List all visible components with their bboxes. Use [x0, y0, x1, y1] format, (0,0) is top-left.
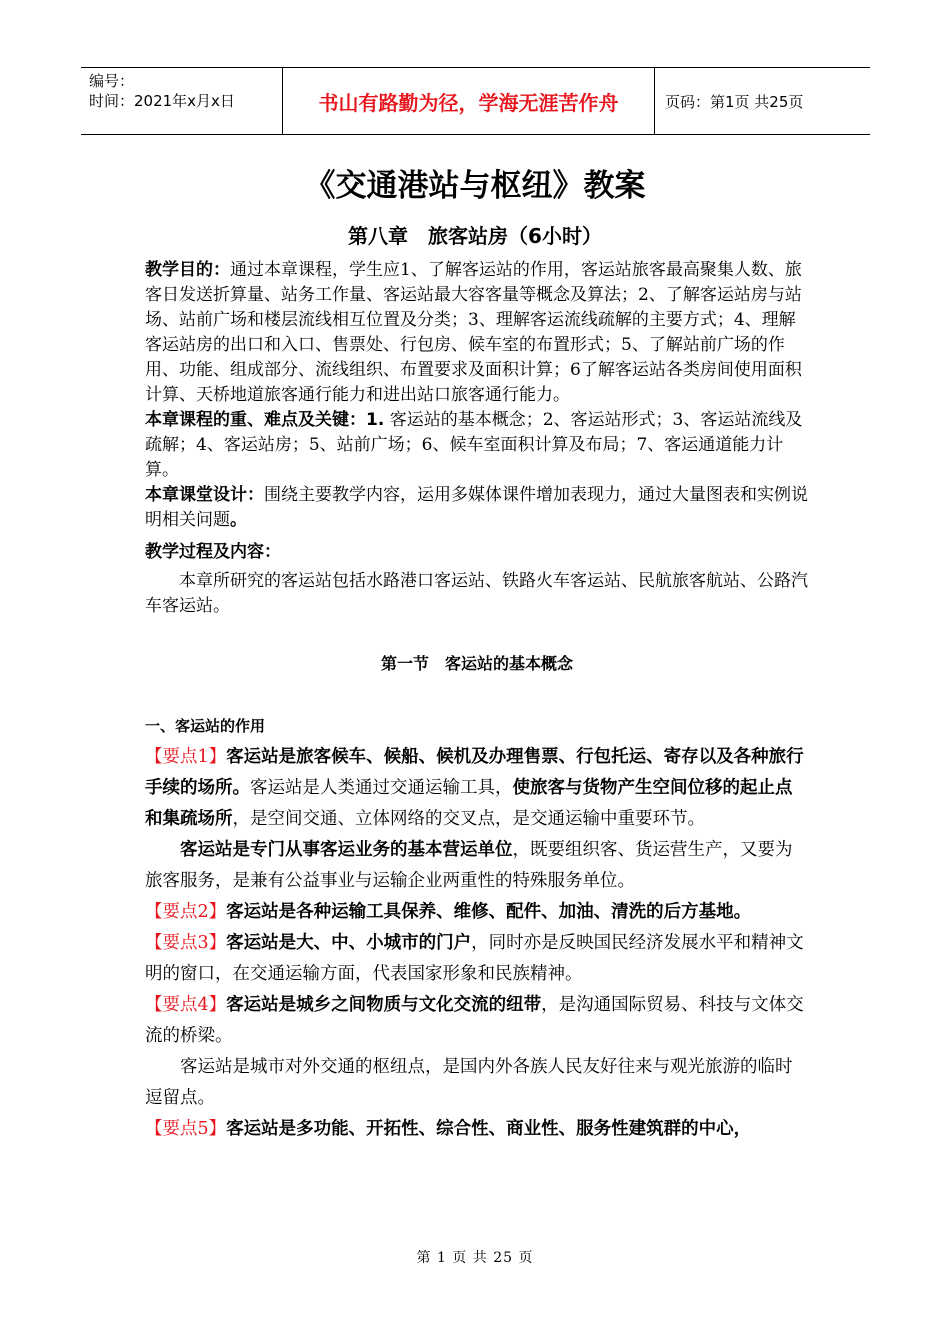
point-1-tag: 【要点1】 [145, 747, 227, 767]
process-label: 教学过程及内容： [145, 542, 281, 562]
document-title: 《交通港站与枢纽》教案 [304, 168, 646, 204]
point-2 [145, 897, 809, 928]
page-footer: 第 1 页 共 25 页 [416, 1250, 534, 1266]
purpose-text: 通过本章课程，学生应1、了解客运站的作用，客运站旅客最高聚集人数、旅客日发送折算量、站务工作量、客运站最大容客量等概念及算法；2、了解客运站房与站场、站前广场和楼层流线相互位置及分类；3、理解客运流线疏解的主要方式；4、理解客运站房的出口和入口、售票处、行包房、候车室的布置形式；5、了解站前广场的作用、功能、组成部分、流线组织、布置要求及面积计算；6了解客运站各类房间使用面积计算、天桥地道旅客通行能力和进出站口旅客通行能力。 [145, 260, 802, 405]
point-3-bold: 客运站是大、中、小城市的门户 [226, 933, 472, 953]
keypoints-num: 1. [366, 410, 385, 430]
paragraph-service-unit [145, 835, 809, 897]
point-3-tag: 【要点3】 [145, 933, 227, 953]
intro-paragraph: 本章所研究的客运站包括水路港口客运站、铁路火车客运站、民航旅客航站、公路汽车客运站。 [145, 571, 808, 616]
point-4-tag: 【要点4】 [145, 995, 227, 1015]
class-design [145, 483, 809, 533]
teaching-purpose [145, 258, 809, 408]
point-1-text2: ，是空间交通、立体网络的交叉点，是交通运输中重要环节。 [232, 809, 705, 829]
paragraph-hub: 客运站是城市对外交通的枢纽点，是国内外各族人民友好往来与观光旅游的临时逗留点。 [145, 1057, 793, 1108]
point-3-text: ，同时亦是反映国民经济发展水平和精神文明的窗口，在交通运输方面，代表国家形象和民族精神。 [145, 933, 804, 984]
page-header [81, 67, 870, 135]
point-1-text: 客运站是人类通过交通运输工具， [250, 778, 513, 798]
point-5-bold: 客运站是多功能、开拓性、综合性、商业性、服务性建筑群的中心， [226, 1119, 752, 1139]
key-difficulties [145, 408, 809, 483]
section-title: 第一节 客运站的基本概念 [380, 654, 573, 673]
point-1-bold2: 使旅客与货物产生空间位移的起止点和集疏场所 [145, 778, 793, 829]
keypoints-label: 本章课程的重、难点及关键： [145, 410, 366, 430]
purpose-label: 教学目的： [145, 260, 230, 280]
point-1 [145, 742, 809, 835]
service-unit-text: ，既要组织客、货运营生产，又要为旅客服务，是兼有公益事业与运输企业两重性的特殊服务单位。 [145, 840, 793, 891]
document-time: 时间：2021年x月x日 [89, 92, 235, 110]
point-1-bold: 客运站是旅客候车、候船、候机及办理售票、行包托运、寄存以及各种旅行手续的场所。 [145, 747, 804, 798]
point-5-tag: 【要点5】 [145, 1119, 227, 1139]
design-end: 。 [230, 510, 247, 530]
design-text: 围绕主要教学内容，运用多媒体课件增加表现力，通过大量图表和实例说明相关问题 [145, 485, 808, 530]
point-4-text: ，是沟通国际贸易、科技与文体交流的桥梁。 [145, 995, 804, 1046]
design-label: 本章课堂设计： [145, 485, 264, 505]
document-number: 编号： [89, 72, 135, 90]
point-5 [145, 1114, 809, 1145]
header-meta [81, 68, 282, 134]
point-3 [145, 928, 809, 990]
keypoints-text: 客运站的基本概念；2、客运站形式；3、客运站流线及疏解；4、客运站房；5、站前广场；6、候车室面积计算及布局；7、客运通道能力计算。 [145, 410, 803, 480]
point-2-bold: 客运站是各种运输工具保养、维修、配件、加油、清洗的后方基地。 [226, 902, 752, 922]
header-motto: 书山有路勤为径，学海无涯苦作舟 [282, 68, 655, 134]
point-2-tag: 【要点2】 [145, 902, 227, 922]
key-points [145, 742, 809, 1145]
chapter-title: 第八章 旅客站房（6小时） [348, 224, 602, 248]
sub-title: 一、客运站的作用 [145, 717, 266, 735]
document-body [145, 258, 809, 1145]
point-4-bold: 客运站是城乡之间物质与文化交流的纽带 [226, 995, 542, 1015]
point-4 [145, 990, 809, 1052]
service-unit-bold: 客运站是专门从事客运业务的基本营运单位 [180, 840, 513, 860]
header-page-info: 页码：第1页 共25页 [665, 92, 804, 111]
